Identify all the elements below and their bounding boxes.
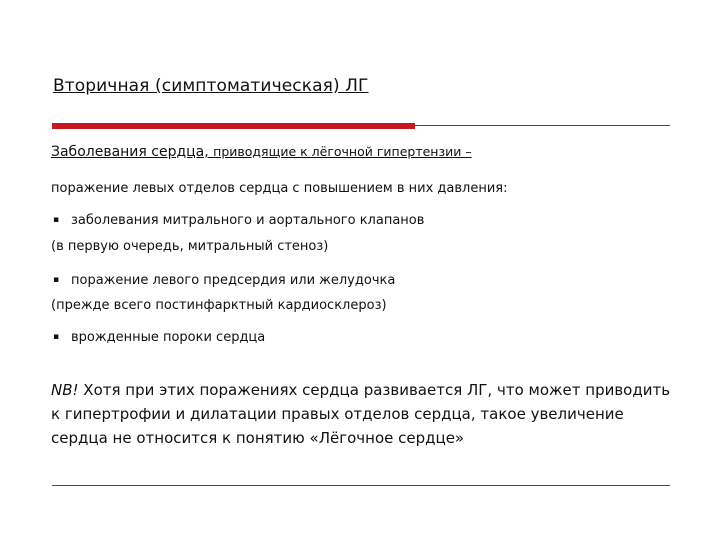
slide-title: Вторичная (симптоматическая) ЛГ <box>53 76 369 96</box>
accent-bar <box>52 123 415 129</box>
top-divider <box>415 125 670 126</box>
bullet-item <box>53 273 395 288</box>
bullet-note: (в первую очередь, митральный стеноз) <box>51 239 329 254</box>
nb-note <box>51 378 671 450</box>
bullet-icon: ▪ <box>53 275 60 285</box>
bullet-icon: ▪ <box>53 215 60 225</box>
subtitle-part1: Заболевания сердца, <box>51 144 214 160</box>
bullet-icon: ▪ <box>53 332 60 342</box>
subtitle <box>51 144 472 160</box>
nb-label: NB! <box>51 381 79 399</box>
bullet-item <box>53 330 265 345</box>
nb-text: Хотя при этих поражениях сердца развивается ЛГ, что может приводить к гипертрофии и дилатации правых отделов сердца, такое увеличение сердца не относится к понятию «Лёгочное сердце» <box>51 381 671 447</box>
bullet-text: заболевания митрального и аортального клапанов <box>71 213 425 228</box>
bullet-item <box>53 213 424 228</box>
intro-text: поражение левых отделов сердца с повышением в них давления: <box>51 181 508 196</box>
subtitle-part2: приводящие к лёгочной гипертензии – <box>213 144 472 159</box>
bullet-text: врожденные пороки сердца <box>71 330 266 345</box>
bottom-divider <box>52 485 670 486</box>
bullet-note: (прежде всего постинфарктный кардиосклероз) <box>51 298 387 313</box>
bullet-text: поражение левого предсердия или желудочка <box>71 273 396 288</box>
